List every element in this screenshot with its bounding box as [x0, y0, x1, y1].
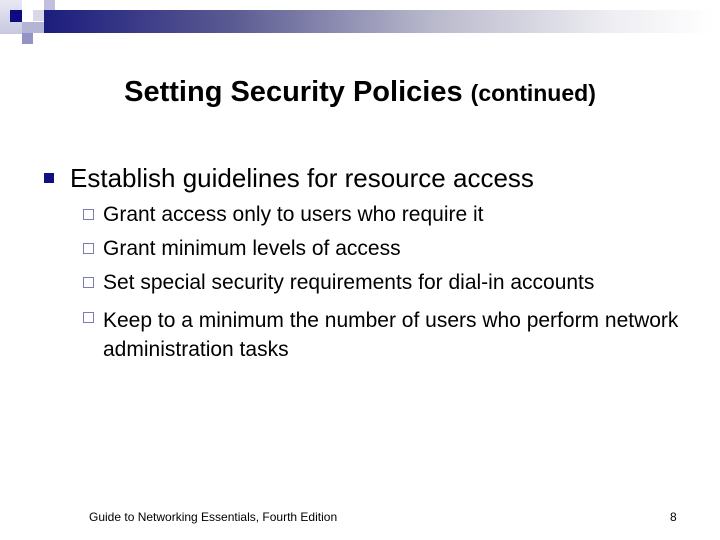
footer-text: Guide to Networking Essentials, Fourth Edition [89, 510, 338, 524]
hollow-square-bullet-icon [83, 312, 94, 323]
sub-bullet: Grant minimum levels of access [83, 237, 401, 261]
sub-bullet: Grant access only to users who require it [83, 203, 484, 227]
decorative-square [33, 10, 44, 21]
title-main: Setting Security Policies [124, 76, 463, 108]
decorative-square [22, 33, 33, 44]
hollow-square-bullet-icon [83, 243, 94, 254]
decorative-square [10, 10, 22, 22]
header-gradient-bar [44, 10, 714, 33]
hollow-square-bullet-icon [83, 209, 94, 220]
decorative-square [44, 0, 55, 10]
title-suffix: (continued) [470, 80, 596, 106]
sub-bullet: Keep to a minimum the number of users who perform network administration tasks [83, 306, 683, 364]
sub-bullet: Set special security requirements for dial-in accounts [83, 271, 594, 295]
hollow-square-bullet-icon [83, 277, 94, 288]
square-bullet-icon [44, 173, 54, 183]
decorative-square [22, 22, 44, 33]
slide-title [0, 76, 720, 109]
page-number: 8 [670, 510, 677, 524]
main-bullet: Establish guidelines for resource access [70, 163, 534, 193]
